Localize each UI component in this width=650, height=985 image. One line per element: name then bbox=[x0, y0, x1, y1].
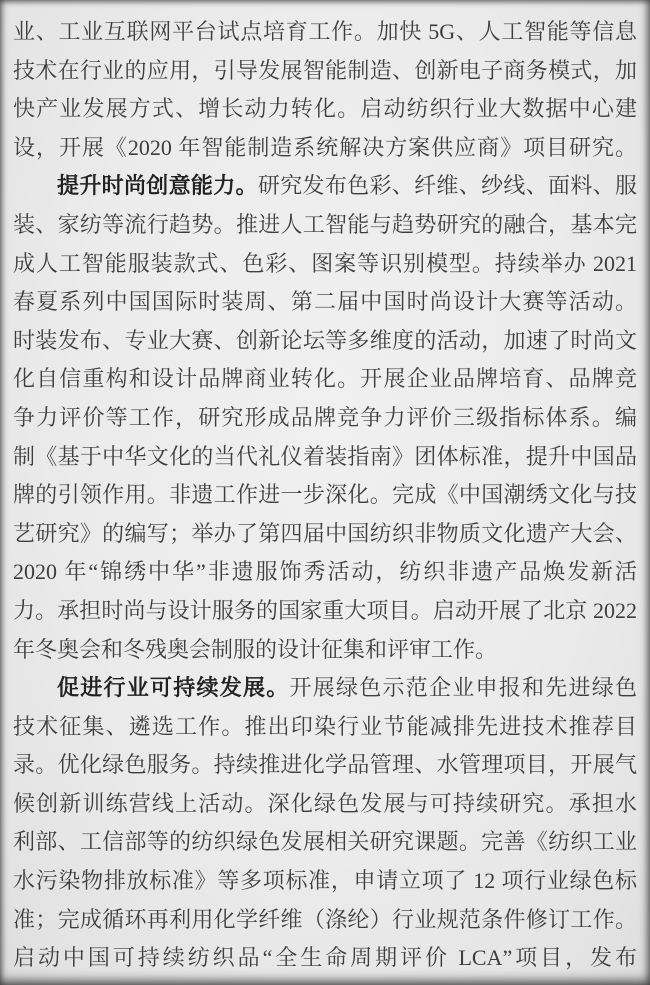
text-line bbox=[13, 862, 637, 901]
line-text: 成人工智能服装款式、色彩、图案等识别模型。持续举办 2021 bbox=[13, 250, 637, 276]
body-text bbox=[13, 13, 637, 978]
text-line bbox=[13, 129, 637, 168]
text-line bbox=[13, 939, 637, 978]
line-text: 争力评价等工作，研究形成品牌竞争力评价三级指标体系。编 bbox=[13, 404, 637, 430]
line-text: 设，开展《2020 年智能制造系统解决方案供应商》项目研究。 bbox=[13, 134, 637, 160]
line-text: 准；完成循环再利用化学纤维（涤纶）行业规范条件修订工作。 bbox=[13, 906, 637, 932]
text-line bbox=[13, 708, 637, 747]
line-text: 春夏系列中国国际时装周、第二届中国时尚设计大赛等活动。 bbox=[13, 289, 637, 315]
line-text: 艺研究》的编写；举办了第四届中国纺织非物质文化遗产大会、 bbox=[13, 520, 637, 546]
line-text: 技术征集、遴选工作。推出印染行业节能减排先进技术推荐目 bbox=[13, 713, 637, 739]
line-text: 开展绿色示范企业申报和先进绿色 bbox=[289, 675, 637, 701]
text-line bbox=[13, 515, 637, 554]
line-text: 录。优化绿色服务。持续推进化学品管理、水管理项目，开展气 bbox=[13, 752, 637, 778]
line-text: 启动中国可持续纺织品“全生命周期评价 LCA”项目，发布 bbox=[13, 945, 637, 971]
line-text: 业、工业互联网平台试点培育工作。加快 5G、人工智能等信息 bbox=[13, 19, 637, 44]
text-line bbox=[13, 167, 637, 206]
line-text: 制《基于中华文化的当代礼仪着装指南》团体标准，提升中国品 bbox=[13, 443, 637, 469]
line-text: 快产业发展方式、增长动力转化。启动纺织行业大数据中心建 bbox=[13, 96, 637, 122]
line-text: 化自信重构和设计品牌商业转化。开展企业品牌培育、品牌竞 bbox=[13, 366, 637, 392]
text-line bbox=[13, 476, 637, 515]
line-text: 力。承担时尚与设计服务的国家重大项目。启动开展了北京 2022 bbox=[13, 597, 637, 623]
text-line bbox=[13, 901, 637, 940]
line-text: 技术在行业的应用，引导发展智能制造、创新电子商务模式，加 bbox=[13, 57, 637, 83]
text-line bbox=[13, 399, 637, 438]
text-line bbox=[13, 245, 637, 284]
text-line bbox=[13, 283, 637, 322]
text-line bbox=[13, 438, 637, 477]
line-text: 时装发布、专业大赛、创新论坛等多维度的活动，加速了时尚文 bbox=[13, 327, 637, 353]
text-line bbox=[13, 206, 637, 245]
line-text: 2020 年“锦绣中华”非遗服饰秀活动，纺织非遗产品焕发新活 bbox=[13, 559, 637, 585]
line-text: 年冬奥会和冬残奥会制服的设计征集和评审工作。 bbox=[13, 636, 498, 662]
text-line bbox=[13, 13, 637, 52]
line-text: 装、家纺等流行趋势。推进人工智能与趋势研究的融合，基本完 bbox=[13, 211, 637, 237]
line-text: 水污染物排放标准》等多项标准，申请立项了 12 项行业绿色标 bbox=[13, 868, 637, 894]
text-line bbox=[13, 322, 637, 361]
line-text: 研究发布色彩、纤维、纱线、面料、服 bbox=[257, 173, 637, 199]
paragraph-lead: 提升时尚创意能力。 bbox=[57, 173, 258, 199]
line-text: 利部、工信部等的纺织绿色发展相关研究课题。完善《纺织工业 bbox=[13, 829, 637, 855]
line-text: 牌的引领作用。非遗工作进一步深化。完成《中国潮绣文化与技 bbox=[13, 482, 637, 508]
text-line bbox=[13, 631, 637, 670]
text-line bbox=[13, 52, 637, 91]
text-line bbox=[13, 669, 637, 708]
text-line bbox=[13, 785, 637, 824]
text-line bbox=[13, 360, 637, 399]
text-line bbox=[13, 592, 637, 631]
paragraph-lead: 促进行业可持续发展。 bbox=[57, 675, 290, 701]
text-line bbox=[13, 746, 637, 785]
text-line bbox=[13, 90, 637, 129]
line-text: 候创新训练营线上活动。深化绿色发展与可持续研究。承担水 bbox=[13, 790, 637, 816]
text-line bbox=[13, 553, 637, 592]
text-line bbox=[13, 823, 637, 862]
